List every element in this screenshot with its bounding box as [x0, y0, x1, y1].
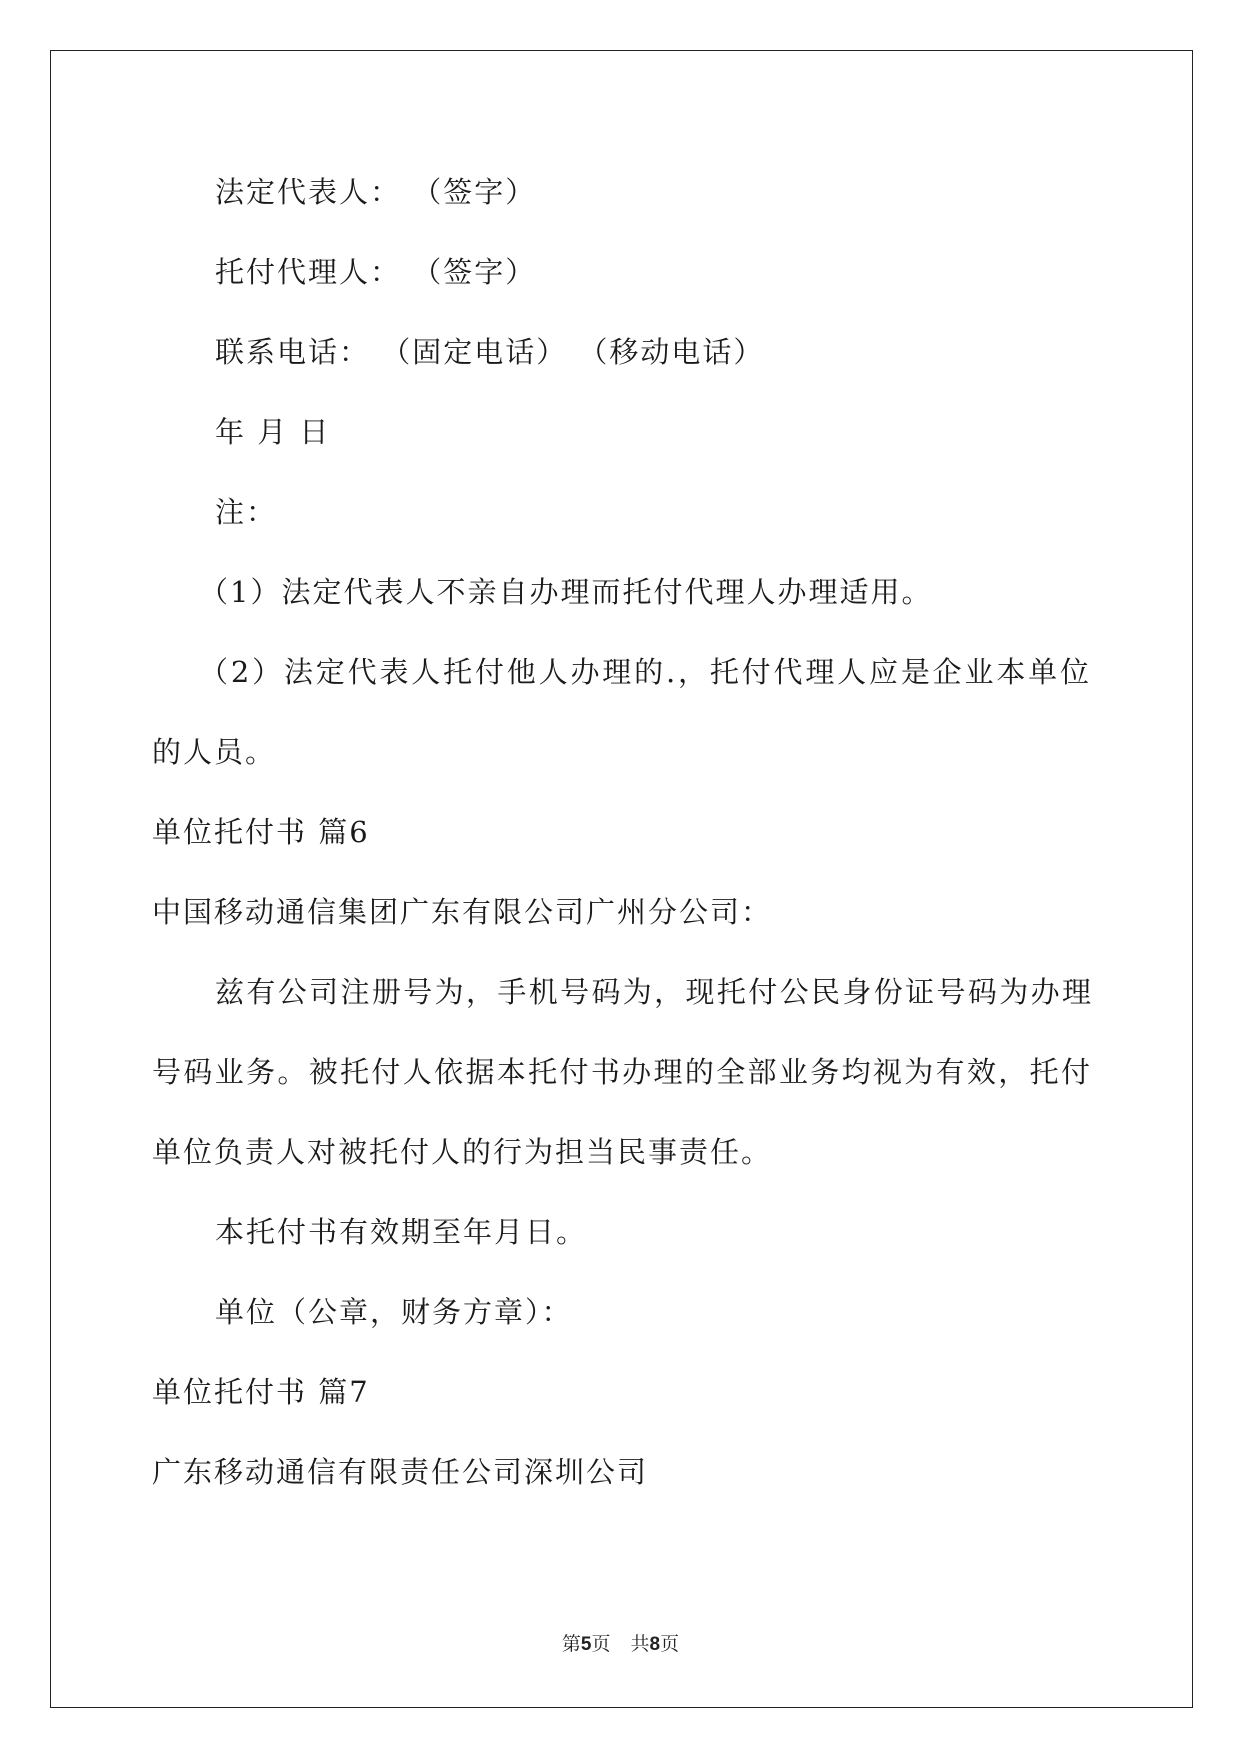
agent-signature-line: 托付代理人： （签字） [215, 255, 537, 289]
note-item-2-continuation: 的人员。 [152, 735, 277, 769]
note-item-1: （1）法定代表人不亲自办理而托付代理人办理适用。 [199, 575, 933, 609]
note-item-2: （2）法定代表人托付他人办理的.，托付代理人应是企业本单位 [199, 655, 1089, 689]
section-heading-7: 单位托付书 篇7 [152, 1375, 370, 1409]
contact-phone-line: 联系电话： （固定电话） （移动电话） [215, 335, 765, 369]
body-paragraph-line-1: 兹有公司注册号为，手机号码为，现托付公民身份证号码为办理 [215, 975, 1091, 1009]
note-heading: 注： [215, 495, 278, 529]
page-suffix: 页 [591, 1634, 611, 1655]
page-prefix: 第 [561, 1634, 581, 1655]
legal-rep-signature-line: 法定代表人： （签字） [215, 175, 537, 209]
addressee-6: 中国移动通信集团广东有限公司广州分公司： [152, 895, 773, 929]
seal-line: 单位（公章，财务方章）： [215, 1295, 573, 1329]
body-paragraph-line-2: 号码业务。被托付人依据本托付书办理的全部业务均视为有效，托付 [152, 1055, 1090, 1089]
validity-line: 本托付书有效期至年月日。 [215, 1215, 588, 1249]
total-suffix: 页 [660, 1634, 680, 1655]
body-paragraph-line-3: 单位负责人对被托付人的行为担当民事责任。 [152, 1135, 773, 1169]
total-prefix: 共 [630, 1634, 650, 1655]
section-heading-6: 单位托付书 篇6 [152, 815, 370, 849]
page-total: 8 [649, 1634, 661, 1655]
page-footer [0, 1633, 1241, 1657]
date-line: 年 月 日 [215, 415, 331, 449]
page-current: 5 [580, 1634, 592, 1655]
addressee-7: 广东移动通信有限责任公司深圳公司 [152, 1455, 649, 1489]
